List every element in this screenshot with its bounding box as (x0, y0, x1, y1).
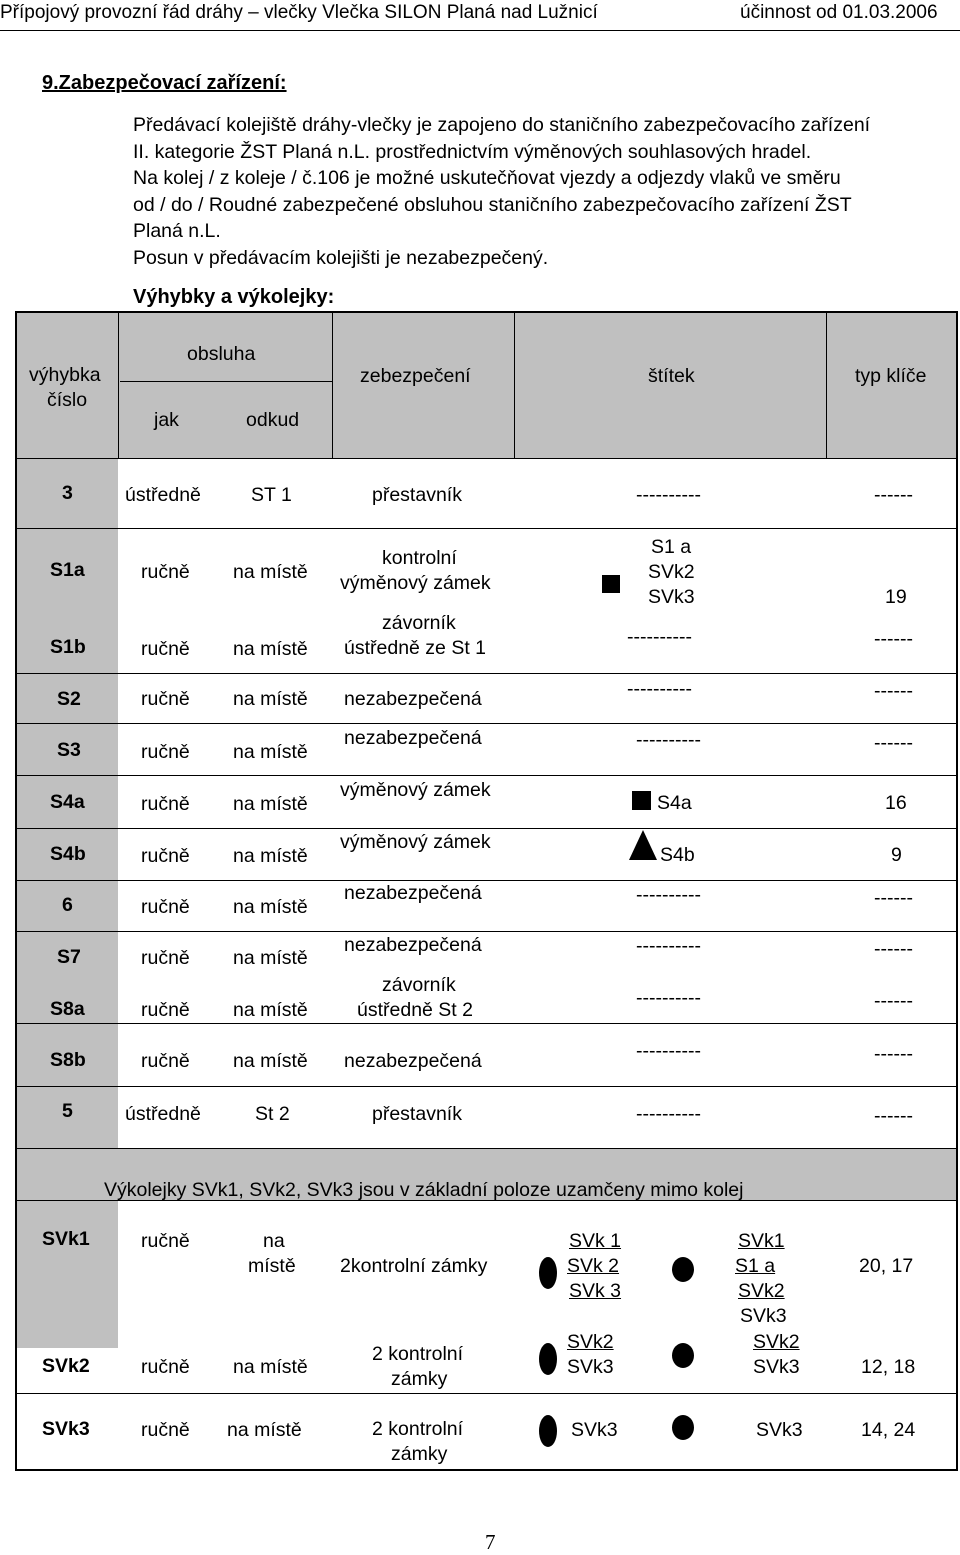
row-stitek: SVk2 (648, 561, 695, 583)
triangle-icon (629, 830, 657, 860)
row-zabezpeceni: nezabezpečená (344, 934, 482, 956)
row-stitek: S1 a (651, 536, 692, 558)
row-odkud: na (263, 1230, 285, 1252)
row-typ: 20, 17 (859, 1255, 914, 1277)
row-zabezpeceni: zámky (391, 1368, 448, 1390)
row-stitek: SVk3 (571, 1419, 618, 1441)
row-cislo: S8a (50, 998, 85, 1020)
square-icon (632, 791, 651, 810)
row-cislo: S7 (57, 946, 81, 968)
row-cislo: S2 (57, 688, 81, 710)
header-title: Přípojový provozní řád dráhy – vlečky Vlečka SILON Planá nad Lužnicí (0, 2, 598, 23)
row-cislo: S4a (50, 791, 85, 813)
row-typ: ------ (874, 680, 913, 702)
row-odkud: na místě (233, 741, 308, 763)
table-header-shade (17, 313, 956, 458)
row-zabezpeceni: nezabezpečená (344, 1050, 482, 1072)
header-cislo: číslo (47, 389, 88, 411)
row-typ: ------ (874, 1043, 913, 1065)
row-cislo: S4b (50, 843, 86, 865)
row-typ: 16 (885, 792, 907, 814)
row-zabezpeceni: nezabezpečená (344, 688, 482, 710)
row-odkud: na místě (233, 688, 308, 710)
row-typ: 19 (885, 586, 907, 608)
row-odkud: na místě (233, 845, 308, 867)
row-stitek: ---------- (636, 935, 701, 957)
section-paragraph (133, 112, 958, 271)
row-odkud: ST 1 (251, 484, 292, 506)
oval-icon (539, 1343, 557, 1375)
row-jak: ručně (141, 947, 190, 969)
row-zabezpeceni: závorník (382, 974, 456, 996)
row-stitek: SVk 3 (569, 1280, 622, 1302)
row-stitek: SVk2 (738, 1280, 785, 1302)
paragraph-line: Na kolej / z koleje / č.106 je možné uskutečňovat vjezdy a odjezdy vlaků ve směru (133, 167, 841, 189)
row-stitek: SVk2 (567, 1331, 614, 1353)
row-zabezpeceni: 2 kontrolní (372, 1418, 464, 1440)
row-divider (17, 723, 956, 724)
row-jak: ručně (141, 845, 190, 867)
row-divider (17, 931, 956, 932)
row-zabezpeceni: ústředně St 2 (357, 999, 473, 1021)
col-divider (332, 313, 333, 458)
row-stitek: ---------- (636, 987, 701, 1009)
row-typ: ------ (874, 938, 913, 960)
row-stitek: S4b (660, 844, 695, 866)
row-jak: ručně (141, 741, 190, 763)
row-stitek: ---------- (627, 626, 692, 648)
page-number: 7 (485, 1530, 496, 1554)
row-cislo: S1a (50, 559, 85, 581)
row-odkud: na místě (233, 1356, 308, 1378)
row-stitek: S4a (657, 792, 692, 814)
row-divider (17, 528, 956, 529)
row-zabezpeceni: nezabezpečená (344, 882, 482, 904)
row-zabezpeceni: závorník (382, 612, 456, 634)
row-stitek: SVk1 (738, 1230, 785, 1252)
row-cislo: SVk2 (42, 1355, 90, 1377)
row-stitek: ---------- (636, 729, 701, 751)
row-divider (17, 1023, 956, 1024)
row-typ: ------ (874, 628, 913, 650)
row-stitek: ---------- (627, 678, 692, 700)
row-divider (17, 1086, 956, 1087)
row-stitek: S1 a (735, 1255, 776, 1277)
row-odkud: na místě (233, 896, 308, 918)
row-zabezpeceni: 2kontrolní zámky (340, 1255, 488, 1277)
row-typ: 9 (891, 844, 902, 866)
row-jak: ručně (141, 1050, 190, 1072)
row-jak: ručně (141, 1356, 190, 1378)
row-jak: ručně (141, 561, 190, 583)
paragraph-line: Planá n.L. (133, 220, 221, 242)
paragraph-line: Předávací kolejiště dráhy-vlečky je zapojeno do staničního zabezpečovacího zařízení (133, 114, 871, 136)
col-divider (514, 313, 515, 458)
row-zabezpeceni: kontrolní (382, 547, 457, 569)
page-header (0, 0, 960, 30)
row-cislo: 6 (62, 894, 73, 916)
oval-icon (672, 1343, 694, 1368)
row-typ: ------ (874, 887, 913, 909)
row-stitek: SVk3 (567, 1356, 614, 1378)
header-effective-date: účinnost od 01.03.2006 (740, 2, 938, 23)
row-cislo: S3 (57, 739, 81, 761)
header-zabezpeceni: zebezpečení (360, 365, 471, 387)
row-odkud: na místě (233, 947, 308, 969)
row-cislo: S1b (50, 636, 86, 658)
row-zabezpeceni: přestavník (372, 484, 462, 506)
oval-icon (539, 1415, 557, 1447)
row-typ: ------ (874, 732, 913, 754)
row-jak: ručně (141, 1419, 190, 1441)
row-odkud: na místě (233, 1050, 308, 1072)
row-odkud: na místě (233, 793, 308, 815)
paragraph-line: od / do / Roudné zabezpečené obsluhou staničního zabezpečovacího zařízení ŽST (133, 193, 852, 216)
row-jak: ručně (141, 999, 190, 1021)
row-jak: ručně (141, 688, 190, 710)
row-typ: ------ (874, 990, 913, 1012)
row-cislo: 3 (62, 482, 73, 504)
row-jak: ručně (141, 896, 190, 918)
row-cislo: S8b (50, 1049, 86, 1071)
row-stitek: SVk3 (740, 1305, 787, 1327)
header-typ-klice: typ klíče (855, 365, 927, 387)
oval-icon (672, 1257, 694, 1282)
row-stitek: SVk2 (753, 1331, 800, 1353)
row-stitek: SVk3 (648, 586, 695, 608)
row-zabezpeceni: 2 kontrolní (372, 1343, 464, 1365)
row-odkud: na místě (233, 999, 308, 1021)
row-divider (17, 880, 956, 881)
row-stitek: SVk3 (753, 1356, 800, 1378)
paragraph-line: II. kategorie ŽST Planá n.L. prostřednictvím výměnových souhlasových hradel. (133, 140, 812, 163)
oval-icon (539, 1257, 557, 1289)
row-stitek: ---------- (636, 1103, 701, 1125)
row-divider (17, 828, 956, 829)
header-odkud: odkud (246, 409, 300, 431)
row-stitek: SVk 2 (567, 1255, 620, 1277)
col-divider (118, 313, 119, 458)
row-stitek: ---------- (636, 484, 701, 506)
switches-table (15, 311, 958, 1471)
row-zabezpeceni: zámky (391, 1443, 448, 1465)
row-stitek: ---------- (636, 884, 701, 906)
row-stitek: SVk 1 (569, 1230, 622, 1252)
row-cislo: SVk3 (42, 1418, 90, 1440)
row-typ: ------ (874, 484, 913, 506)
row-jak: ručně (141, 793, 190, 815)
row-divider (17, 1393, 956, 1394)
row-zabezpeceni: výměnový zámek (340, 779, 491, 801)
row-divider (17, 458, 956, 459)
row-typ: ------ (874, 1105, 913, 1127)
col-divider (826, 313, 827, 458)
row-cislo: SVk1 (42, 1228, 90, 1250)
header-divider (0, 30, 960, 31)
header-stitek: štítek (648, 365, 695, 387)
row-odkud: místě (248, 1255, 296, 1277)
row-odkud: na místě (227, 1419, 302, 1441)
row-divider (17, 775, 956, 776)
row-stitek: SVk3 (756, 1419, 803, 1441)
row-divider (17, 1148, 956, 1149)
header-obsluha: obsluha (187, 343, 256, 365)
row-divider (17, 673, 956, 674)
row-odkud: St 2 (255, 1103, 290, 1125)
subsection-title: Výhybky a výkolejky: (133, 286, 335, 308)
square-icon (602, 575, 620, 593)
row-zabezpeceni: výměnový zámek (340, 572, 491, 594)
oval-icon (672, 1415, 694, 1440)
row-zabezpeceni: ústředně ze St 1 (344, 637, 487, 659)
row-stitek: ---------- (636, 1040, 701, 1062)
row-jak: ručně (141, 638, 190, 660)
row-jak: ústředně (125, 1103, 201, 1125)
paragraph-line: Posun v předávacím kolejišti je nezabezpečený. (133, 246, 549, 269)
row-zabezpeceni: nezabezpečená (344, 727, 482, 749)
row-odkud: na místě (233, 561, 308, 583)
header-cislo: výhybka (29, 364, 101, 386)
row-zabezpeceni: výměnový zámek (340, 831, 491, 853)
row-typ: 12, 18 (861, 1356, 916, 1378)
row-jak: ústředně (125, 484, 201, 506)
row-odkud: na místě (233, 638, 308, 660)
row-jak: ručně (141, 1230, 190, 1252)
row-typ: 14, 24 (861, 1419, 916, 1441)
row-cislo: 5 (62, 1100, 73, 1122)
vykolejky-note: Výkolejky SVk1, SVk2, SVk3 jsou v základní poloze uzamčeny mimo kolej (104, 1179, 744, 1201)
header-jak: jak (154, 409, 179, 431)
section-title: 9.Zabezpečovací zařízení: (42, 72, 287, 94)
row-zabezpeceni: přestavník (372, 1103, 462, 1125)
obsluha-divider (120, 381, 332, 382)
